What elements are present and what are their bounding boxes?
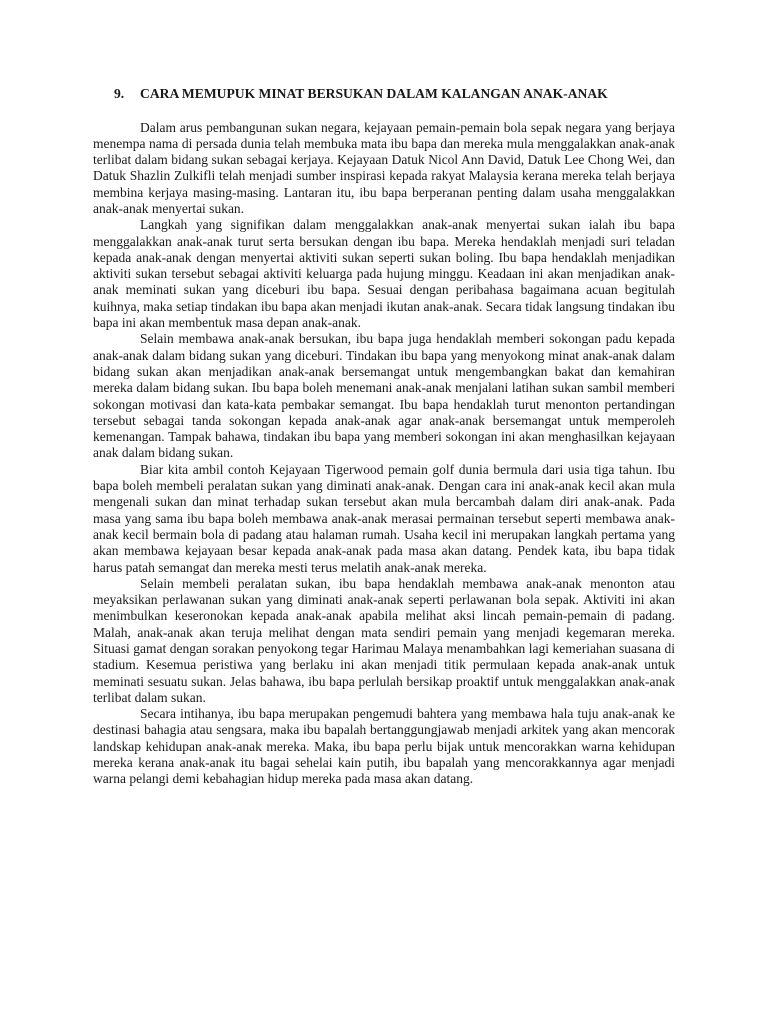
section-heading — [93, 86, 675, 103]
paragraph: Selain membawa anak-anak bersukan, ibu bapa juga hendaklah memberi sokongan padu kepada anak-anak dalam bidang sukan yang diceburi. Tindakan ibu bapa yang menyokong minat anak-anak dalam bidang sukan akan menjadikan anak-anak bersemangat untuk mengembangkan bakat dan kemahiran mereka dalam bidang sukan. Ibu bapa boleh menemani anak-anak menjalani latihan sukan sambil memberi sokongan motivasi dan kata-kata pembakar semangat. Ibu bapa hendaklah turut menonton pertandingan tersebut sebagai tanda sokongan kepada anak-anak agar anak-anak bersemangat untuk memperoleh kemenangan. Tampak bahawa, tindakan ibu bapa yang memberi sokongan ini akan menghasilkan kejayaan anak dalam bidang sukan. — [93, 331, 675, 461]
body-text — [93, 120, 675, 788]
paragraph: Biar kita ambil contoh Kejayaan Tigerwood pemain golf dunia bermula dari usia tiga tahun. Ibu bapa boleh membeli peralatan sukan yang diminati anak-anak. Dengan cara ini anak-anak kecil akan mula mengenali sukan dan minat terhadap sukan tersebut akan mula bercambah dalam diri anak-anak. Pada masa yang sama ibu bapa boleh membawa anak-anak merasai permainan tersebut seperti membawa anak-anak kecil bermain bola di padang atau halaman rumah. Usaha kecil ini merupakan langkah pertama yang akan membawa kejayaan besar kepada anak-anak pada masa akan datang. Pendek kata, ibu bapa tidak harus patah semangat dan mereka mesti terus melatih anak-anak mereka. — [93, 461, 675, 575]
document-page — [93, 86, 675, 788]
paragraph: Langkah yang signifikan dalam menggalakkan anak-anak menyertai sukan ialah ibu bapa menggalakkan anak-anak turut serta bersukan dengan ibu bapa. Mereka hendaklah menjadi suri teladan kepada anak-anak dengan menyertai aktiviti sukan seperti sukan boling. Ibu bapa hendaklah menjadikan aktiviti sukan tersebut sebagai aktiviti keluarga pada hujung minggu. Keadaan ini akan menjadikan anak-anak meminati sukan yang diceburi ibu bapa. Sesuai dengan peribahasa bagaimana acuan begitulah kuihnya, maka setiap tindakan ibu bapa akan menjadi ikutan anak-anak. Secara tidak langsung tindakan ibu bapa ini akan membentuk masa depan anak-anak. — [93, 217, 675, 331]
section-number: 9. — [114, 86, 125, 101]
paragraph: Dalam arus pembangunan sukan negara, kejayaan pemain-pemain bola sepak negara yang berjaya menempa nama di persada dunia telah membuka mata ibu bapa dan mereka mula menggalakkan anak-anak terlibat dalam bidang sukan sebagai kerjaya. Kejayaan Datuk Nicol Ann David, Datuk Lee Chong Wei, dan Datuk Shazlin Zulkifli telah menjadi sumber inspirasi kepada rakyat Malaysia kerana mereka telah berjaya membina kerjaya masing-masing. Lantaran itu, ibu bapa berperanan penting dalam usaha menggalakkan anak-anak menyertai sukan. — [93, 119, 675, 216]
paragraph: Secara intihanya, ibu bapa merupakan pengemudi bahtera yang membawa hala tuju anak-anak ke destinasi bahagia atau sengsara, maka ibu bapalah bertanggungjawab menjadi arkitek yang akan mencorak landskap kehidupan anak-anak mereka. Maka, ibu bapa perlu bijak untuk mencorakkan warna kehidupan mereka kerana anak-anak itu bagai sehelai kain putih, ibu bapalah yang mencorakkannya agar menjadi warna pelangi demi kebahagian hidup mereka pada masa akan datang. — [93, 706, 675, 787]
paragraph: Selain membeli peralatan sukan, ibu bapa hendaklah membawa anak-anak menonton atau meyaksikan perlawanan sukan yang diminati anak-anak seperti perlawanan bola sepak. Aktiviti ini akan menimbulkan keseronokan kepada anak-anak apabila melihat aksi lincah pemain-pemain di padang. Malah, anak-anak akan teruja melihat dengan mata sendiri pemain yang menjadi kegemaran mereka. Situasi gamat dengan sorakan penyokong tegar Harimau Malaya menambahkan lagi kemeriahan suasana di stadium. Kesemua peristiwa yang berlaku ini akan menjadi titik permulaan kepada anak-anak untuk meminati sesuatu sukan. Jelas bahawa, ibu bapa perlulah bersikap proaktif untuk menggalakkan anak-anak terlibat dalam sukan. — [93, 575, 675, 705]
section-title: CARA MEMUPUK MINAT BERSUKAN DALAM KALANGAN ANAK-ANAK — [140, 86, 608, 101]
